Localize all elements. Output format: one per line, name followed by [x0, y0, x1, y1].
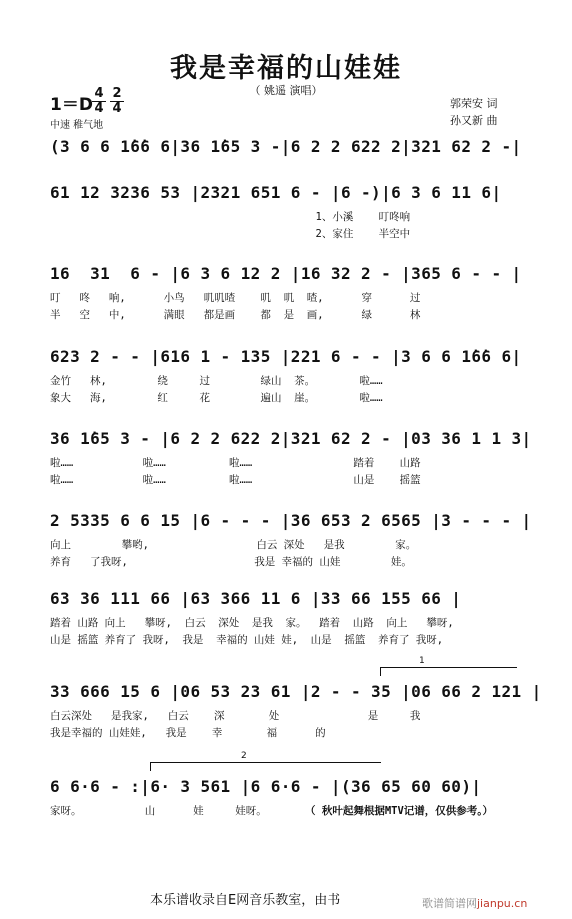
notation-line: 6 6·6 - :|6· 3 561 |6 6·6 - |(36 65 60 60)|	[50, 777, 482, 796]
notation-line: 61 12 3236 53 |2321 651 6 - |6 -)|6 3 6 11 6|	[50, 183, 502, 202]
lyric-verse-1: 白云深处 是我家, 白云 深 处 是 我	[50, 710, 421, 722]
lyric-verse-1: 向上 攀哟, 白云 深处 是我 家。	[50, 539, 417, 551]
first-ending-bracket: 1	[380, 667, 517, 676]
lyric-verse-2: 半 空 中, 满眼 都是画 都 是 画, 绿 林	[50, 309, 421, 321]
key-signature: 1＝D	[50, 95, 93, 115]
footer-source-text: 本乐谱收录自E网音乐教室，由书	[150, 893, 341, 908]
lyric-verse-2: 山是 摇篮 养育了 我呀, 我是 幸福的 山娃 娃, 山是 摇篮 养育了 我呀,	[50, 634, 444, 646]
lyric-verse-2: 啦…… 啦…… 啦…… 山是 摇篮	[50, 474, 421, 486]
lyric-verse-1: 家呀。 山 娃 娃呀。	[50, 805, 267, 817]
time-signature-4-4: 4 4	[92, 88, 106, 115]
notation-line: 36 1̇65 3 - |6 2 2 622 2|321 62 2 - |03 36 1 1 3|	[50, 429, 532, 448]
second-ending-bracket: 2	[150, 762, 381, 771]
notation-line: 623 2 - - |616 1 - 135 |221 6 - - |3 6 6 1̇6̇6 6|	[50, 347, 522, 366]
lyric-verse-1: 1、小溪 叮咚响	[50, 211, 411, 223]
lyric-verse-2: 象大 海, 红 花 遍山 崖。 啦……	[50, 392, 383, 404]
notation-line: 33 666 15 6 |06 53 23 61 |2 - - 35 |06 66 2 121 |	[50, 682, 542, 701]
lyric-verse-2: 我是幸福的 山娃娃, 我是 幸 福 的	[50, 727, 326, 739]
composer-credit: 孙又新 曲	[450, 114, 498, 127]
song-title: 我是幸福的山娃娃	[170, 53, 402, 84]
performer-credit: （ 姚遥 演唱）	[249, 84, 323, 97]
lyricist-credit: 郭荣安 词	[450, 97, 498, 110]
site-watermark: 歌谱简谱网jianpu.cn	[422, 897, 528, 910]
lyric-verse-2: 2、家住 半空中	[50, 228, 411, 240]
notation-line: 2 5335 6 6 15 |6 - - - |36 653 2 6565 |3 - - - |	[50, 511, 532, 530]
notation-line: (3 6 6 1̇6̇6 6|36 1̇65 3 -|6 2 2 622 2|321 62 2 -|	[50, 137, 522, 156]
lyric-verse-1: 叮 咚 响, 小鸟 叽叽喳 叽 叽 喳, 穿 过	[50, 292, 421, 304]
time-signature-2-4: 2 4	[110, 88, 124, 115]
tempo-marking: 中速 稚气地	[50, 120, 104, 131]
lyric-verse-1: 踏着 山路 向上 攀呀, 白云 深处 是我 家。 踏着 山路 向上 攀呀,	[50, 617, 454, 629]
transcription-note: （ 秋叶起舞根据MTV记谱，仅供参考。）	[305, 805, 494, 817]
lyric-verse-1: 啦…… 啦…… 啦…… 踏着 山路	[50, 457, 421, 469]
lyric-verse-1: 金竹 林, 绕 过 绿山 茶。 啦……	[50, 375, 383, 387]
notation-line: 63 36 111 66 |63 366 11 6 |33 66 155 66 |	[50, 589, 462, 608]
notation-line: 16 31 6 - |6 3 6 12 2 |16 32 2 - |365 6 - - |	[50, 264, 522, 283]
lyric-verse-2: 养育 了我呀, 我是 幸福的 山娃 娃。	[50, 556, 412, 568]
